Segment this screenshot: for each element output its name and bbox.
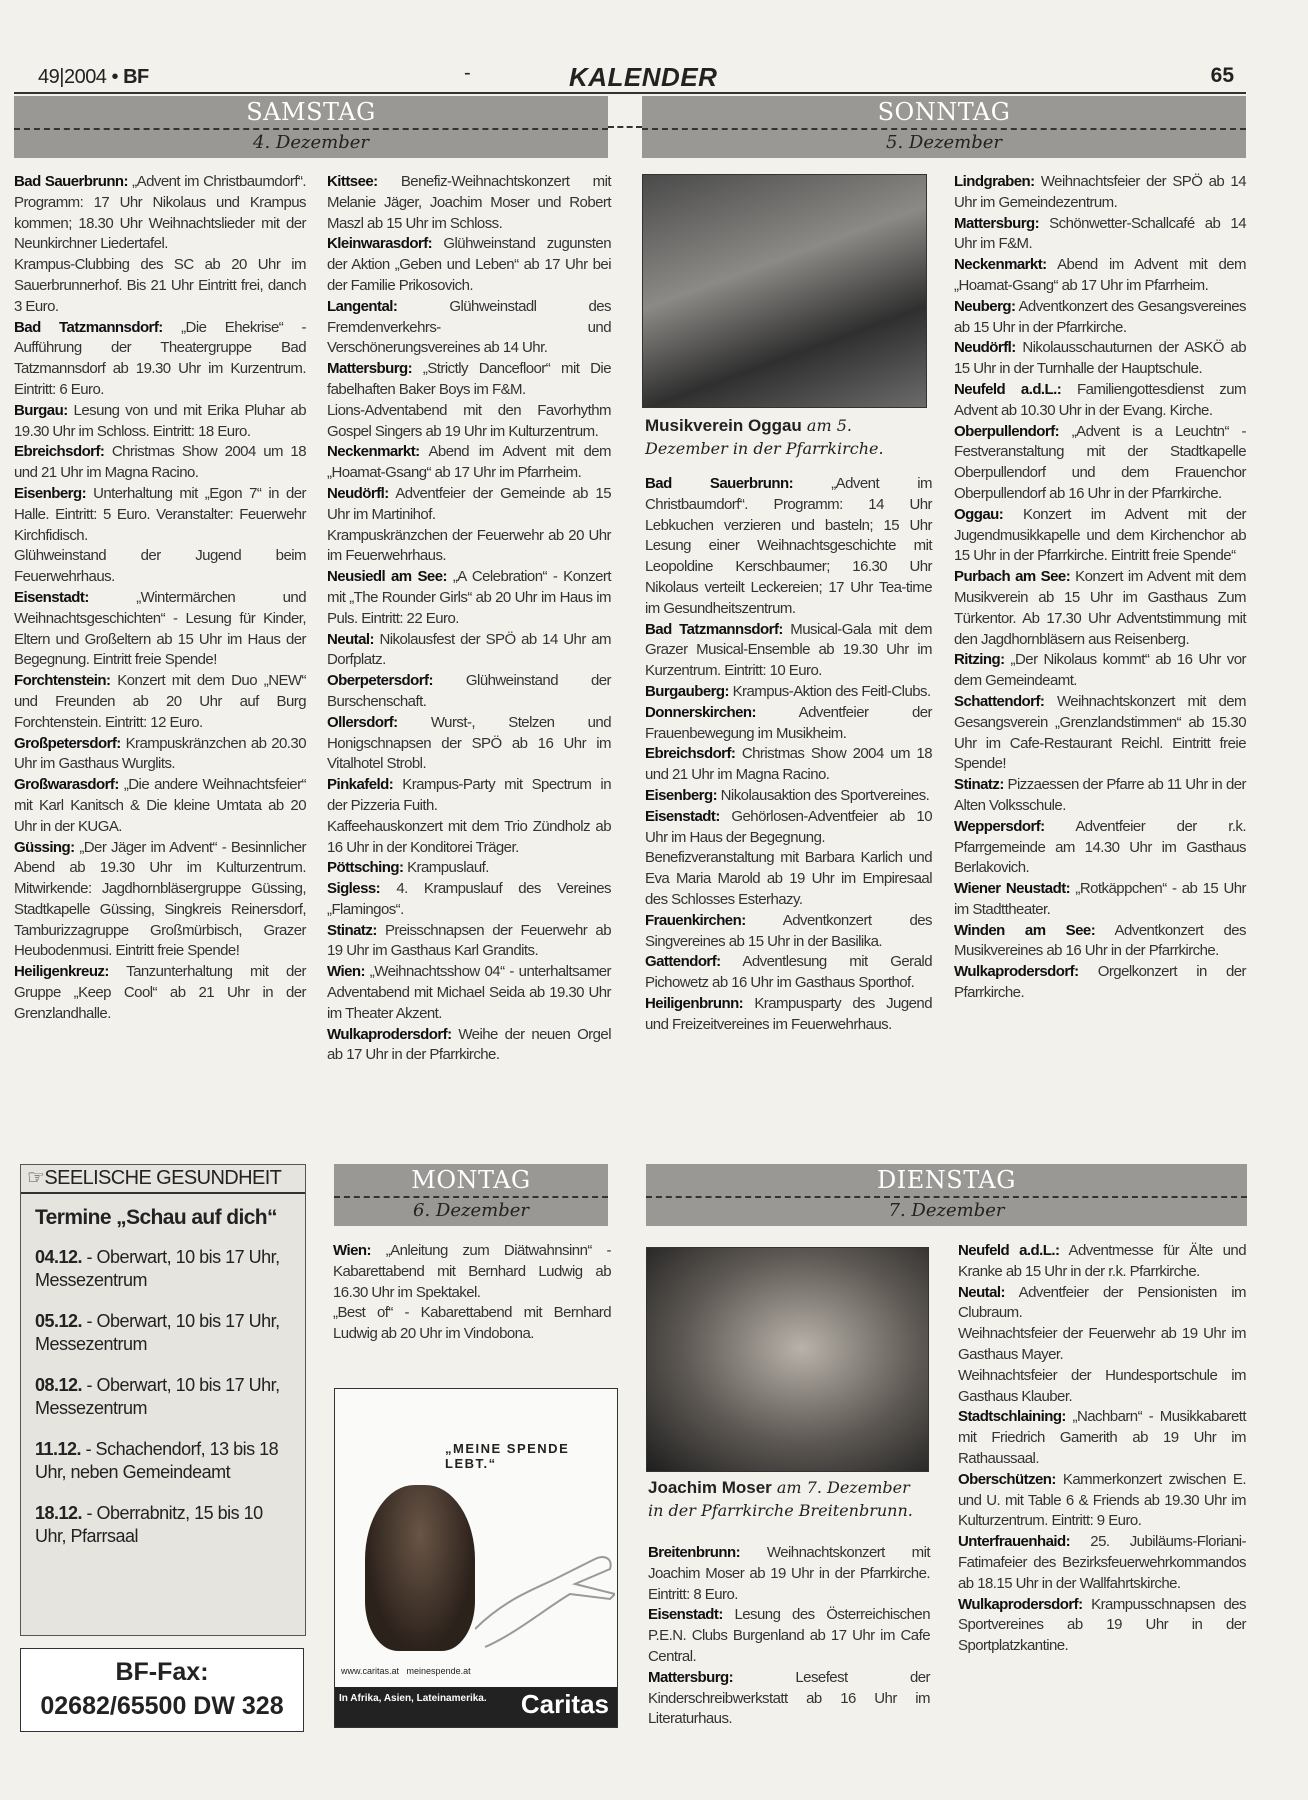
event-place: Breitenbrunn: [648,1544,741,1561]
event-text: „Die Ehekrise“ - Aufführung der Theatergruppe Bad Tatzmannsdorf ab 19.30 Uhr im Kurzentrum. Eintritt: 6 Euro. [14,318,306,398]
column-montag [333,1241,611,1345]
event-entry [954,380,1246,422]
event-entry [327,1025,611,1067]
page-number: 65 [1210,64,1234,87]
event-entry [327,401,611,443]
event-place: Heiligenbrunn: [645,994,744,1012]
event-entry [327,526,611,568]
event-text: Musical-Gala mit dem Grazer Musical-Ensemble ab 19.30 Uhr im Kurzentrum. Eintritt: 10 Euro. [645,620,932,680]
event-entry [327,858,611,879]
day-date: 7. Dezember [888,1200,1005,1221]
event-entry [954,214,1246,256]
caption-italic: am 5. Dezember in der Pfarrkirche. [645,416,884,458]
event-text: Adventmesse für Älte und Kranke ab 15 Uhr in der r.k. Pfarrkirche. [958,1242,1246,1280]
event-place: Kittsee: [327,173,378,190]
event-entry [648,1668,930,1730]
event-text: Glühweinstand der Jugend beim Feuerwehrhaus. [14,547,306,586]
event-text: Krampuslauf. [403,859,489,877]
event-text: „Best of“ - Kabarettabend mit Bernhard Ludwig ab 20 Uhr im Vindobona. [333,1304,611,1343]
appointment-list [21,1236,305,1556]
event-place: Burgau: [14,401,68,419]
event-text: Weihnachtskonzert mit dem Gesangsverein „Grenzlandstimmen“ ab 15.30 Uhr im Cafe-Restaurant Reichl. Eintritt freie Spende! [954,692,1246,773]
fax-box [20,1648,304,1732]
event-entry [327,671,611,713]
appointment-item [21,1236,305,1300]
appointment-text: - Oberrabnitz, 15 bis 10 Uhr, Pfarrsaal [35,1503,263,1546]
event-entry [954,172,1246,214]
event-entry [958,1595,1246,1657]
event-entry [958,1241,1246,1283]
day-name: DIENSTAG [877,1166,1016,1194]
event-entry [645,474,932,620]
fax-label: BF-Fax: [115,1658,209,1686]
event-entry [954,817,1246,879]
ad-slogan: „MEINE SPENDE LEBT.“ [445,1441,570,1471]
event-entry [327,484,611,526]
day-header-montag [334,1164,608,1226]
event-entry [954,422,1246,505]
event-place: Eisenstadt: [14,588,89,606]
event-text: Krampus-Clubbing des SC ab 20 Uhr im Sauerbrunnerhof. Bis 21 Uhr Eintritt frei, danch 3 Euro. [14,256,306,315]
header-dot: - [464,62,471,84]
event-text: Lesefest der Kinderschreibwerkstatt ab 16 Uhr im Literaturhaus. [648,1668,930,1728]
event-entry [327,775,611,817]
section-title: KALENDER [569,62,718,92]
event-place: Neufeld a.d.L.: [958,1242,1060,1259]
event-text: Adventkonzert des Musikvereines ab 16 Uhr in der Pfarrkirche. [954,921,1246,960]
event-text: Nikolausaktion des Sportvereines. [717,786,930,804]
event-entry [333,1303,611,1345]
appointment-text: - Schachendorf, 13 bis 18 Uhr, neben Gemeindeamt [35,1439,279,1482]
event-entry [14,172,306,255]
appointment-text: - Oberwart, 10 bis 17 Uhr, Messezentrum [35,1375,280,1418]
event-text: Orgelkonzert in der Pfarrkirche. [954,963,1246,1002]
dashed-divider [14,128,608,130]
appointment-text: - Oberwart, 10 bis 17 Uhr, Messezentrum [35,1247,280,1290]
event-entry [648,1605,930,1667]
event-place: Eisenstadt: [645,807,720,825]
event-place: Kleinwarasdorf: [327,235,433,253]
event-text: Konzert im Advent mit der Jugendmusikkapelle und dem Kirchenchor ab 15 Uhr in der Pfarrkirche. Eintritt freie Spende“ [954,505,1246,565]
event-text: Adventkonzert des Gesangsvereines ab 15 Uhr in der Pfarrkirche. [954,297,1246,336]
day-header-dienstag [646,1164,1247,1226]
event-entry [958,1283,1246,1325]
event-place: Großpetersdorf: [14,734,121,752]
event-entry [327,921,611,963]
event-text: Christmas Show 2004 um 18 und 21 Uhr im Magna Racino. [14,443,306,482]
event-place: Ollersdorf: [327,713,398,731]
event-entry [327,172,611,234]
event-entry [645,703,932,745]
event-place: Mattersburg: [648,1668,734,1686]
event-entry [958,1407,1246,1469]
event-text: Lesung des Österreichischen P.E.N. Clubs Burgenland ab 17 Uhr im Cafe Central. [648,1606,930,1665]
appointment-date: 18.12. [35,1503,83,1523]
pointing-hand-icon: ☞ [27,1167,45,1189]
event-entry [645,807,932,849]
event-entry [954,692,1246,775]
event-text: Krampusschnapsen des Sportvereines ab 19 Uhr in der Sportplatzkantine. [958,1595,1246,1655]
event-entry [648,1543,930,1605]
event-entry [327,442,611,484]
event-place: Eisenberg: [645,786,718,804]
fax-number: 02682/65500 DW 328 [40,1692,284,1720]
event-text: Abend im Advent mit dem „Hoamat-Gsang“ ab 17 Uhr im Pfarrheim. [327,443,611,482]
event-text: Weihe der neuen Orgel ab 17 Uhr in der Pfarrkirche. [327,1025,611,1064]
day-date: 5. Dezember [886,132,1002,153]
event-place: Neutal: [327,630,374,648]
event-entry [954,338,1246,380]
event-text: Kammerkonzert zwischen E. und U. mit Table 6 & Friends ab 19.30 Uhr im Kulturzentrum. Eintritt: 9 Euro. [958,1470,1246,1530]
caritas-logo: Caritas [520,1689,609,1719]
event-entry [327,879,611,921]
event-place: Bad Sauerbrunn: [14,173,128,190]
event-text: „Wintermärchen und Weihnachtsgeschichten“ - Lesung für Kinder, Eltern und Großeltern ab 15 Uhr im Haus der Begegnung. Eintritt freie Spende! [14,588,306,669]
photo-musikverein-oggau [642,174,927,408]
event-text: Adventkonzert des Singvereines ab 15 Uhr in der Basilika. [645,911,932,950]
event-place: Forchtenstein: [14,672,111,690]
event-place: Burgauberg: [645,682,729,700]
event-entry [645,911,932,953]
event-text: „Weihnachtsshow 04“ - unterhaltsamer Adventabend mit Michael Seida ab 19.30 Uhr im Theater Akzent. [327,963,611,1022]
ad-urls [341,1665,471,1677]
event-place: Eisenberg: [14,484,87,502]
event-entry [954,255,1246,297]
dashed-divider [642,128,1246,130]
day-header-sonntag [642,96,1246,158]
day-name: SONNTAG [877,98,1011,126]
event-place: Ritzing: [954,651,1005,669]
event-place: Wulkaprodersdorf: [327,1025,452,1043]
photo-caption-oggau [645,414,925,460]
event-text: Weihnachtsfeier der SPÖ ab 14 Uhr im Gemeindezentrum. [954,173,1246,211]
day-date: 6. Dezember [413,1200,529,1221]
event-entry [14,734,306,776]
event-place: Bad Tatzmannsdorf: [14,318,163,336]
ad-url-2: meinespende.at [406,1666,471,1676]
appointment-item [21,1492,305,1556]
dashed-divider [646,1196,1247,1198]
event-place: Wiener Neustadt: [954,880,1071,898]
event-text: „A Celebration“ - Konzert mit „The Rounder Girls“ ab 20 Uhr im Haus im Puls. Eintritt: 22 Euro. [327,568,611,627]
photo-caption-moser [648,1476,930,1522]
event-text: Adventfeier der Frauenbewegung im Musikheim. [645,703,932,742]
event-place: Wien: [327,963,365,981]
event-place: Winden am See: [954,921,1096,939]
day-name: MONTAG [411,1166,531,1194]
event-entry [958,1324,1246,1366]
event-place: Oberschützen: [958,1470,1056,1488]
event-place: Stinatz: [327,921,377,939]
event-entry [327,962,611,1024]
event-place: Neuberg: [954,297,1016,315]
event-place: Bad Sauerbrunn: [645,475,794,492]
event-place: Mattersburg: [327,360,413,378]
appointment-item [21,1300,305,1364]
appointment-item [21,1428,305,1492]
event-place: Gattendorf: [645,953,721,971]
event-text: Weihnachtskonzert mit Joachim Moser ab 19 Uhr in der Pfarrkirche. Eintritt: 8 Euro. [648,1544,930,1603]
event-text: Weihnachtsfeier der Feuerwehr ab 19 Uhr im Gasthaus Mayer. [958,1325,1246,1363]
event-text: Benefiz-Weihnachtskonzert mit Melanie Jäger, Joachim Moser und Robert Maszl ab 15 Uhr im Schloss. [327,173,611,232]
event-text: „Der Jäger im Advent“ - Besinnlicher Abend ab 19.30 Uhr im Kulturzentrum. Mitwirkende: Jagdhornbläsergruppe Güssing, Stadtkapelle Güssing, Singkreis Reinersdorf, Tamburizzagruppe Großmürbisch, Grazer Heubodenmusi. Eintritt freie Spende! [14,838,306,960]
event-text: Tanzunterhaltung mit der Gruppe „Keep Cool“ ab 21 Uhr in der Grenzlandhalle. [14,963,306,1022]
event-entry [14,546,306,588]
column-samstag-2 [327,172,611,1066]
event-text: Glühweinstand zugunsten der Aktion „Geben und Leben“ ab 17 Uhr bei der Familie Prikosovich. [327,235,611,294]
event-text: Adventfeier der Pensionisten im Clubraum. [958,1283,1246,1322]
event-text: Kaffeehauskonzert mit dem Trio Zündholz ab 16 Uhr in der Konditorei Träger. [327,817,611,856]
event-entry [645,744,932,786]
event-entry [14,255,306,317]
bullet: • [111,66,119,88]
event-place: Ebreichsdorf: [14,443,105,461]
event-text: Glühweinstand der Burschenschaft. [327,672,611,710]
event-text: „Rotkäppchen“ - ab 15 Uhr im Stadttheater. [954,880,1246,918]
event-place: Oberpetersdorf: [327,672,433,690]
event-entry [954,921,1246,963]
event-text: 4. Krampuslauf des Vereines „Flamingos“. [327,880,611,918]
event-text: Nikolausfest der SPÖ ab 14 Uhr am Dorfplatz. [327,630,611,669]
caption-bold: Musikverein Oggau [645,416,802,435]
event-entry [645,848,932,910]
event-entry [14,484,306,546]
event-text: Glühweinstadl des Fremdenverkehrs- und Verschönerungsvereines ab 14 Uhr. [327,297,611,357]
event-text: Wurst-, Stelzen und Honigschnapsen der SPÖ ab 16 Uhr im Vitalhotel Strobl. [327,713,611,773]
event-place: Bad Tatzmannsdorf: [645,620,783,638]
column-sonntag-2 [954,172,1246,1004]
event-place: Neusiedl am See: [327,568,447,586]
event-place: Donnerskirchen: [645,703,756,721]
event-place: Frauenkirchen: [645,911,746,929]
event-entry [954,962,1246,1004]
column-dienstag-1 [648,1543,930,1730]
event-place: Lindgraben: [954,173,1035,190]
event-text: „Der Nikolaus kommt“ ab 16 Uhr vor dem Gemeindeamt. [954,651,1246,690]
caption-italic: am 7. Dezember in der Pfarrkirche Breitenbrunn. [648,1478,913,1520]
event-entry [645,952,932,994]
event-entry [645,682,932,703]
appointment-date: 05.12. [35,1311,83,1331]
child-photo [365,1485,475,1651]
event-text: Gehörlosen-Adventfeier ab 10 Uhr im Haus der Begegnung. [645,807,932,846]
ad-band-text: In Afrika, Asien, Lateinamerika. [339,1693,487,1704]
event-text: Unterhaltung mit „Egon 7“ in der Halle. Eintritt: 5 Euro. Veranstalter: Feuerwehr Kirchfidisch. [14,484,306,544]
event-place: Pöttsching: [327,859,404,877]
event-entry [327,234,611,296]
event-text: Pizzaessen der Pfarre ab 11 Uhr in der Alten Volksschule. [954,776,1246,814]
event-text: Benefizveranstaltung mit Barbara Karlich und Eva Maria Marold ab 19 Uhr im Empiresaal des Schlosses Esterhazy. [645,849,932,908]
box-heading-text: SEELISCHE GESUNDHEIT [44,1167,282,1189]
event-text: Konzert mit dem Duo „NEW“ und Freunden ab 20 Uhr auf Burg Forchtenstein. Eintritt: 12 Euro. [14,672,306,731]
event-place: Neudörfl: [954,339,1016,357]
event-text: 25. Jubiläums-Floriani-Fatimafeier des Bezirksfeuerwehrkommandos ab 18.15 Uhr in der Wallfahrtskirche. [958,1533,1246,1592]
day-header-samstag [14,96,608,158]
event-text: Adventfeier der Gemeinde ab 15 Uhr im Martinihof. [327,484,611,523]
event-entry [327,359,611,401]
event-place: Wien: [333,1242,371,1259]
column-dienstag-2 [958,1241,1246,1657]
event-entry [327,713,611,775]
appointment-text: - Oberwart, 10 bis 17 Uhr, Messezentrum [35,1311,280,1354]
event-text: Preisschnapsen der Feuerwehr ab 19 Uhr im Gasthaus Karl Grandits. [327,921,611,960]
event-entry [954,505,1246,567]
event-text: „Advent im Christbaumdorf“. Programm: 17 Uhr Nikolaus und Krampus kommen; 18.30 Uhr Weihnachtslieder mit der Neunkirchner Liedertafel. [14,173,307,253]
event-place: Heiligenkreuz: [14,963,109,981]
event-text: „Die andere Weihnachtsfeier“ mit Karl Kanitsch & Die kleine Umtata ab 20 Uhr in der KUGA. [14,776,306,835]
event-place: Stadtschlaining: [958,1408,1066,1426]
event-place: Neufeld a.d.L.: [954,380,1062,398]
event-text: Adventlesung mit Gerald Pichowetz ab 16 Uhr im Gasthaus Sporthof. [645,953,932,992]
event-text: „Nachbarn“ - Musikkabarett mit Friedrich Gamerith ab 19 Uhr im Rathaussaal. [958,1408,1246,1467]
event-place: Unterfrauenhaid: [958,1533,1071,1551]
caption-bold: Joachim Moser [648,1478,772,1497]
event-text: Krampuskränzchen der Feuerwehr ab 20 Uhr im Feuerwehrhaus. [327,526,611,565]
event-text: Nikolausschauturnen der ASKÖ ab 15 Uhr in der Turnhalle der Hauptschule. [954,339,1246,378]
event-text: Krampus-Aktion des Feitl-Clubs. [728,682,931,700]
event-text: Familiengottesdienst zum Advent ab 10.30 Uhr in der Evang. Kirche. [954,380,1246,419]
photo-joachim-moser [646,1247,929,1472]
event-entry [14,671,306,733]
event-place: Mattersburg: [954,214,1040,232]
seelische-gesundheit-box [20,1164,306,1636]
issue-number [38,66,149,89]
event-place: Purbach am See: [954,568,1071,586]
paper-name: BF [123,66,149,88]
appointment-date: 08.12. [35,1375,83,1395]
event-entry [14,838,306,963]
event-text: „Advent im Christbaumdorf“. Programm: 14 Uhr Lebkuchen verzieren und basteln; 15 Uhr Lesung einer Weihnachtsgeschichte mit Leopoldine Kerschbaumer; 16.30 Uhr Nikolaus verteilt Leckereien; 17 Uhr Tea-time im Gesundheitszentrum. [645,475,932,617]
event-place: Weppersdorf: [954,817,1045,835]
issue: 49|2004 [38,66,107,88]
dashed-divider [334,1196,608,1198]
appointment-date: 04.12. [35,1247,83,1267]
event-entry [14,318,306,401]
event-text: Krampus-Party mit Spectrum in der Pizzeria Fuith. [327,776,611,814]
ad-url: www.caritas.at [341,1666,400,1676]
column-samstag-1 [14,172,306,1025]
event-text: „Anleitung zum Diätwahnsinn“ - Kabarettabend mit Bernhard Ludwig ab 16.30 Uhr im Spektakel. [333,1242,611,1301]
event-text: Schönwetter-Schallcafé ab 14 Uhr im F&M. [954,214,1246,253]
column-sonntag-1 [645,474,932,1036]
event-entry [954,650,1246,692]
event-entry [958,1470,1246,1532]
event-entry [333,1241,611,1303]
ad-band [335,1687,617,1727]
event-text: Weihnachtsfeier der Hundesportschule im Gasthaus Klauber. [958,1366,1246,1405]
box-heading [21,1165,305,1194]
event-text: „Advent is a Leuchtn“ - Festveranstaltung mit der Stadtkapelle Oberpullendorf und dem Frauenchor Oberpullendorf ab 16 Uhr in der Pfarrkirche. [954,422,1246,502]
event-text: Lions-Adventabend mit den Favorhythm Gospel Singers ab 19 Uhr im Kulturzentrum. [327,401,611,440]
event-text: Krampusparty des Jugend und Freizeitvereines im Feuerwehrhaus. [645,994,932,1033]
appointment-date: 11.12. [35,1439,82,1459]
page-header [14,60,1246,94]
appointment-item [21,1364,305,1428]
event-place: Schattendorf: [954,692,1045,710]
event-place: Langental: [327,297,398,315]
caritas-advertisement [334,1388,618,1728]
event-place: Neudörfl: [327,484,389,502]
event-text: Konzert im Advent mit dem Musikverein ab 15 Uhr im Gasthaus Zum Türkentor. Ab 17.30 Uhr Adventstimmung mit den Jagdhornbläsern aus Reisenberg. [954,568,1246,648]
body-outline-graphic [475,1539,615,1649]
event-place: Sigless: [327,880,381,898]
event-entry [14,588,306,671]
event-entry [327,630,611,672]
event-place: Pinkafeld: [327,776,394,794]
day-date: 4. Dezember [253,132,369,153]
event-place: Neckenmarkt: [327,443,420,461]
box-title: Termine „Schau auf dich“ [35,1206,277,1229]
event-place: Güssing: [14,838,75,856]
event-entry [958,1532,1246,1594]
event-entry [14,442,306,484]
event-entry [327,817,611,859]
event-entry [645,786,932,807]
event-place: Oggau: [954,505,1004,523]
dashed-connector [608,126,642,128]
event-entry [327,567,611,629]
event-entry [327,297,611,359]
event-place: Neutal: [958,1283,1005,1301]
event-place: Ebreichsdorf: [645,745,736,763]
event-text: Lesung von und mit Erika Pluhar ab 19.30 Uhr im Schloss. Eintritt: 18 Euro. [14,401,306,440]
event-entry [954,775,1246,817]
event-place: Wulkaprodersdorf: [958,1595,1083,1613]
event-text: Krampuskränzchen ab 20.30 Uhr im Gasthaus Wurglits. [14,734,306,773]
event-place: Eisenstadt: [648,1606,723,1624]
event-text: Christmas Show 2004 um 18 und 21 Uhr im Magna Racino. [645,745,932,784]
event-text: Adventfeier der r.k. Pfarrgemeinde am 14.30 Uhr im Gasthaus Berlakovich. [954,817,1246,877]
event-entry [958,1366,1246,1408]
event-entry [645,994,932,1036]
event-entry [954,879,1246,921]
event-entry [14,962,306,1024]
event-entry [645,620,932,682]
event-entry [954,567,1246,650]
event-place: Großwarasdorf: [14,776,119,794]
event-place: Wulkaprodersdorf: [954,963,1079,981]
event-place: Oberpullendorf: [954,422,1060,440]
event-entry [954,297,1246,339]
day-name: SAMSTAG [246,98,376,126]
event-place: Stinatz: [954,776,1004,794]
event-place: Neckenmarkt: [954,256,1047,274]
event-entry [14,401,306,443]
event-text: Abend im Advent mit dem „Hoamat-Gsang“ ab 17 Uhr im Pfarrheim. [954,256,1246,294]
event-entry [14,775,306,837]
event-text: „Strictly Dancefloor“ mit Die fabelhaften Baker Boys im F&M. [327,360,611,398]
